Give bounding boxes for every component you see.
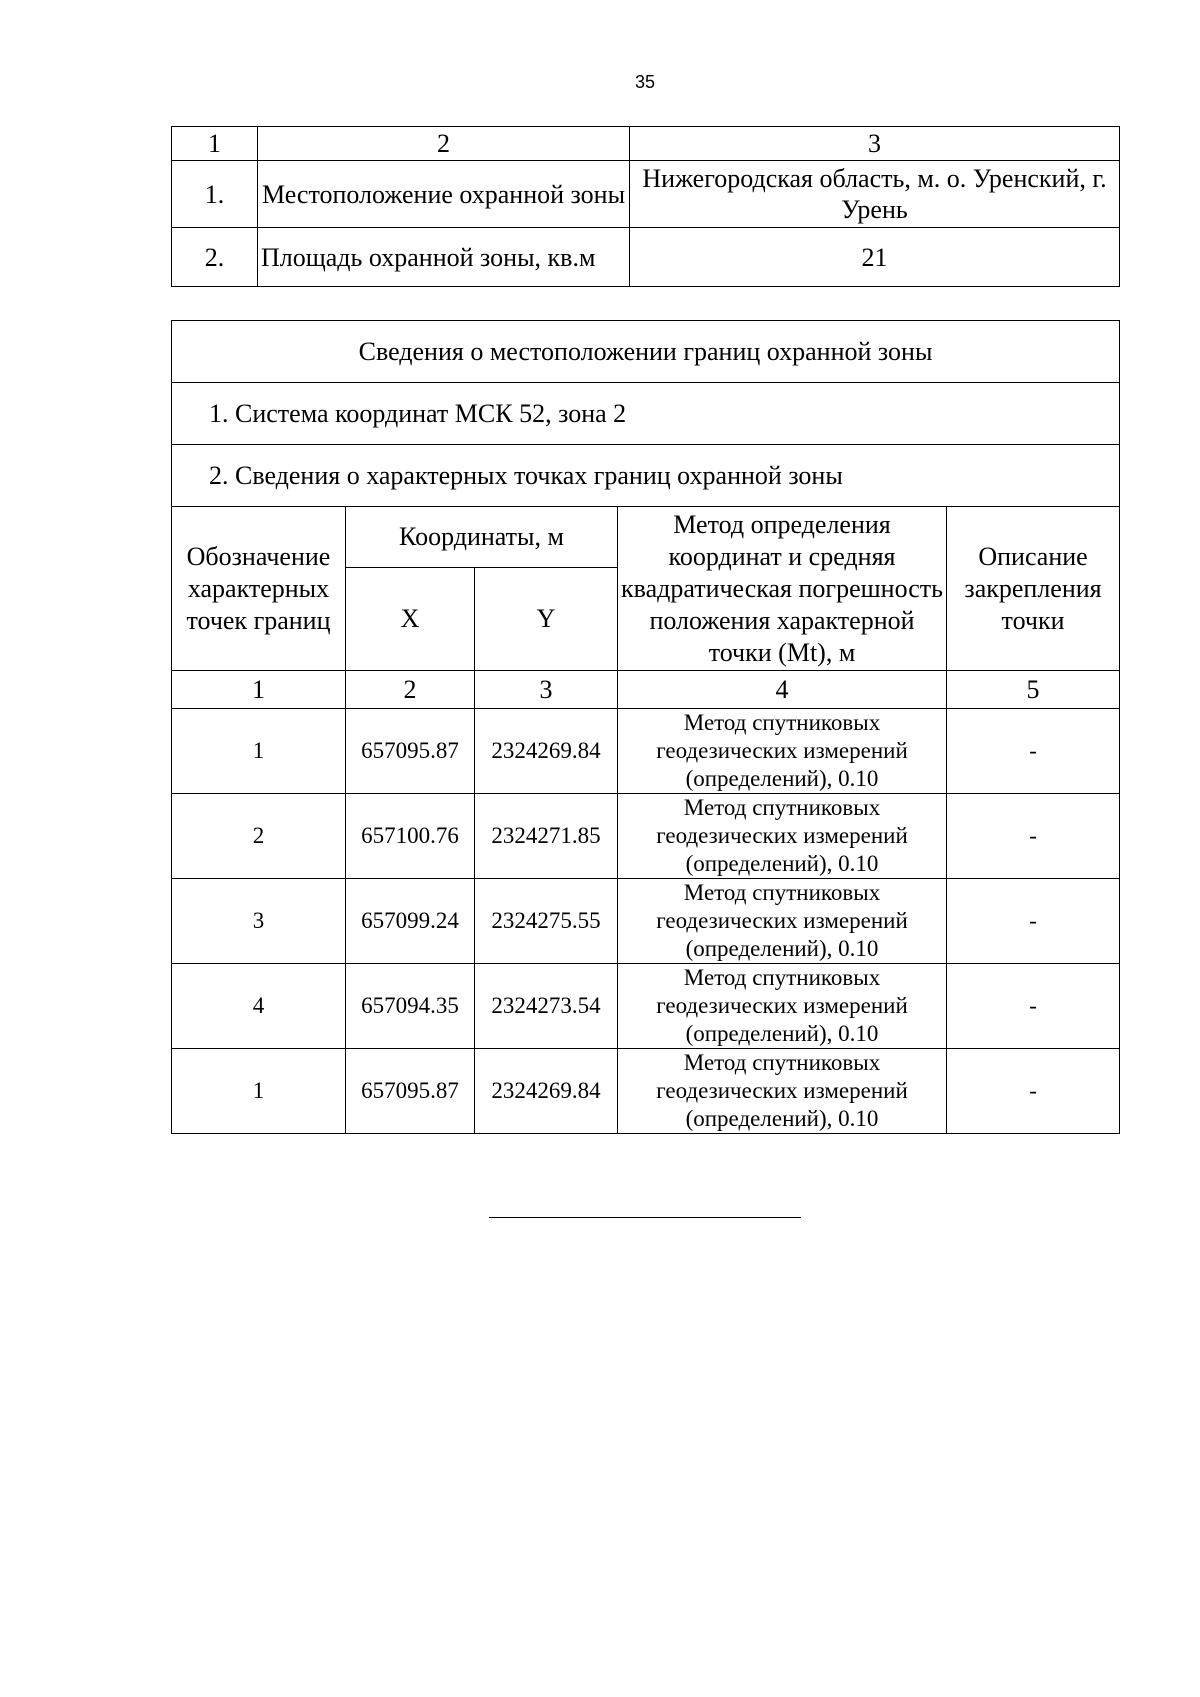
table-title: Сведения о местоположении границ охранной зоны (172, 321, 1120, 383)
point-id: 1 (172, 1049, 346, 1134)
x-value: 657100.76 (346, 794, 475, 879)
method-value: Метод спутниковых геодезических измерений (определений), 0.10 (618, 964, 947, 1049)
designation-header: Обозначение характерных точек границ (172, 507, 346, 671)
row-number: 2. (172, 228, 258, 287)
table-row (172, 964, 1120, 1049)
method-value: Метод спутниковых геодезических измерений (определений), 0.10 (618, 879, 947, 964)
page-number: 35 (634, 72, 656, 92)
column-number-row (172, 671, 1120, 709)
point-id: 3 (172, 879, 346, 964)
table-row (172, 879, 1120, 964)
column-number: 1 (172, 671, 346, 709)
boundary-points-table (171, 320, 1120, 1134)
points-heading-row (172, 445, 1120, 507)
coordinate-system-row (172, 383, 1120, 445)
description-value: - (947, 709, 1120, 794)
y-value: 2324271.85 (475, 794, 618, 879)
header-cell: 1 (172, 127, 258, 161)
coordinates-header: Координаты, м (346, 507, 618, 568)
method-value: Метод спутниковых геодезических измерений (определений), 0.10 (618, 709, 947, 794)
description-value: - (947, 879, 1120, 964)
point-id: 4 (172, 964, 346, 1049)
column-number: 4 (618, 671, 947, 709)
table-row (172, 228, 1120, 287)
point-id: 1 (172, 709, 346, 794)
y-value: 2324269.84 (475, 709, 618, 794)
header-cell: 3 (630, 127, 1120, 161)
row-number: 1. (172, 161, 258, 228)
column-number: 2 (346, 671, 475, 709)
table-title-row (172, 321, 1120, 383)
table-header-row (172, 127, 1120, 161)
footer-divider (489, 1217, 801, 1218)
point-id: 2 (172, 794, 346, 879)
column-number: 5 (947, 671, 1120, 709)
table-row (172, 709, 1120, 794)
y-value: 2324269.84 (475, 1049, 618, 1134)
y-value: 2324275.55 (475, 879, 618, 964)
method-value: Метод спутниковых геодезических измерений (определений), 0.10 (618, 794, 947, 879)
row-label: Местоположение охранной зоны (258, 161, 630, 228)
y-header: Y (475, 568, 618, 671)
table-row (172, 794, 1120, 879)
coordinate-system: 1. Система координат МСК 52, зона 2 (172, 383, 1120, 445)
method-value: Метод спутниковых геодезических измерений (определений), 0.10 (618, 1049, 947, 1134)
x-value: 657094.35 (346, 964, 475, 1049)
x-value: 657095.87 (346, 709, 475, 794)
y-value: 2324273.54 (475, 964, 618, 1049)
description-header: Описание закрепления точки (947, 507, 1120, 671)
points-heading: 2. Сведения о характерных точках границ охранной зоны (172, 445, 1120, 507)
description-value: - (947, 794, 1120, 879)
table-row (172, 1049, 1120, 1134)
description-value: - (947, 1049, 1120, 1134)
column-number: 3 (475, 671, 618, 709)
zone-info-table (171, 126, 1120, 287)
row-value: Нижегородская область, м. о. Уренский, г. Урень (630, 161, 1120, 228)
table-row (172, 161, 1120, 228)
x-value: 657099.24 (346, 879, 475, 964)
header-cell: 2 (258, 127, 630, 161)
x-value: 657095.87 (346, 1049, 475, 1134)
x-header: X (346, 568, 475, 671)
method-header: Метод определения координат и средняя квадратическая погрешность положения характерной точки (Mt), м (618, 507, 947, 671)
column-header-row (172, 507, 1120, 568)
row-value: 21 (630, 228, 1120, 287)
description-value: - (947, 964, 1120, 1049)
row-label: Площадь охранной зоны, кв.м (258, 228, 630, 287)
